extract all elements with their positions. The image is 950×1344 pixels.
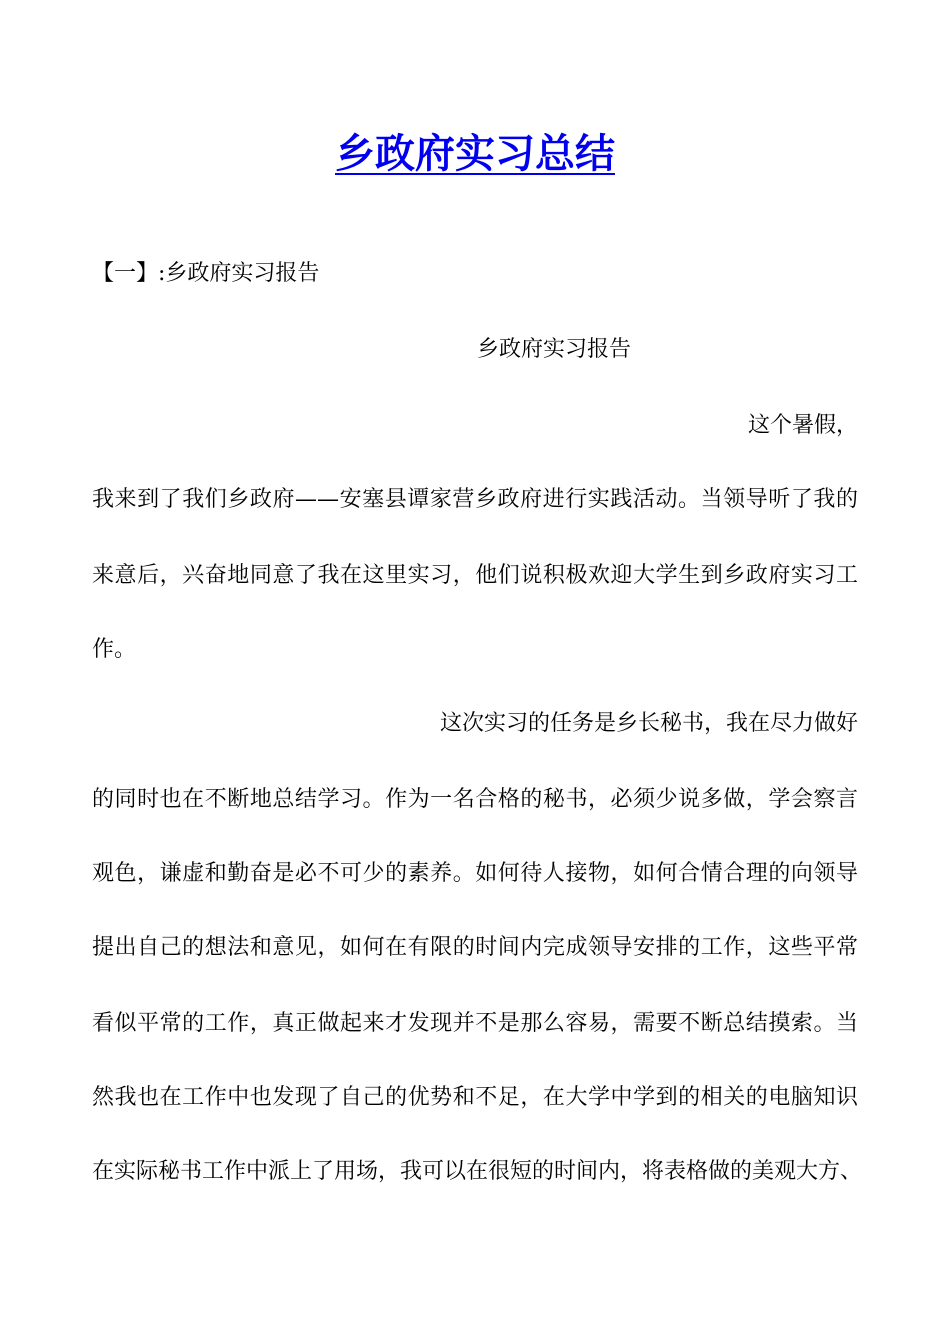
body-line-11: 在实际秘书工作中派上了用场，我可以在很短的时间内，将表格做的美观大方、 bbox=[92, 1159, 863, 1184]
report-title: 乡政府实习报告 bbox=[477, 337, 632, 362]
body-line-4: 作。 bbox=[92, 637, 137, 662]
body-line-9: 看似平常的工作，真正做起来才发现并不是那么容易，需要不断总结摸索。当 bbox=[92, 1011, 858, 1036]
body-line-2: 我来到了我们乡政府——安塞县谭家营乡政府进行实践活动。当领导听了我的 bbox=[92, 487, 858, 512]
body-line-5: 这次实习的任务是乡长秘书，我在尽力做好 bbox=[439, 711, 858, 736]
section-heading: 【一】:乡政府实习报告 bbox=[92, 261, 320, 286]
body-line-7: 观色，谦虚和勤奋是必不可少的素养。如何待人接物，如何合情合理的向领导 bbox=[92, 861, 858, 886]
body-line-8: 提出自己的想法和意见，如何在有限的时间内完成领导安排的工作，这些平常 bbox=[92, 935, 858, 960]
document-title-link[interactable]: 乡政府实习总结 bbox=[335, 130, 615, 177]
body-line-10: 然我也在工作中也发现了自己的优势和不足，在大学中学到的相关的电脑知识 bbox=[92, 1085, 858, 1110]
body-line-3: 来意后，兴奋地同意了我在这里实习，他们说积极欢迎大学生到乡政府实习工 bbox=[92, 563, 858, 588]
body-line-1: 这个暑假， bbox=[747, 413, 858, 438]
body-line-6: 的同时也在不断地总结学习。作为一名合格的秘书，必须少说多做，学会察言 bbox=[92, 787, 858, 812]
